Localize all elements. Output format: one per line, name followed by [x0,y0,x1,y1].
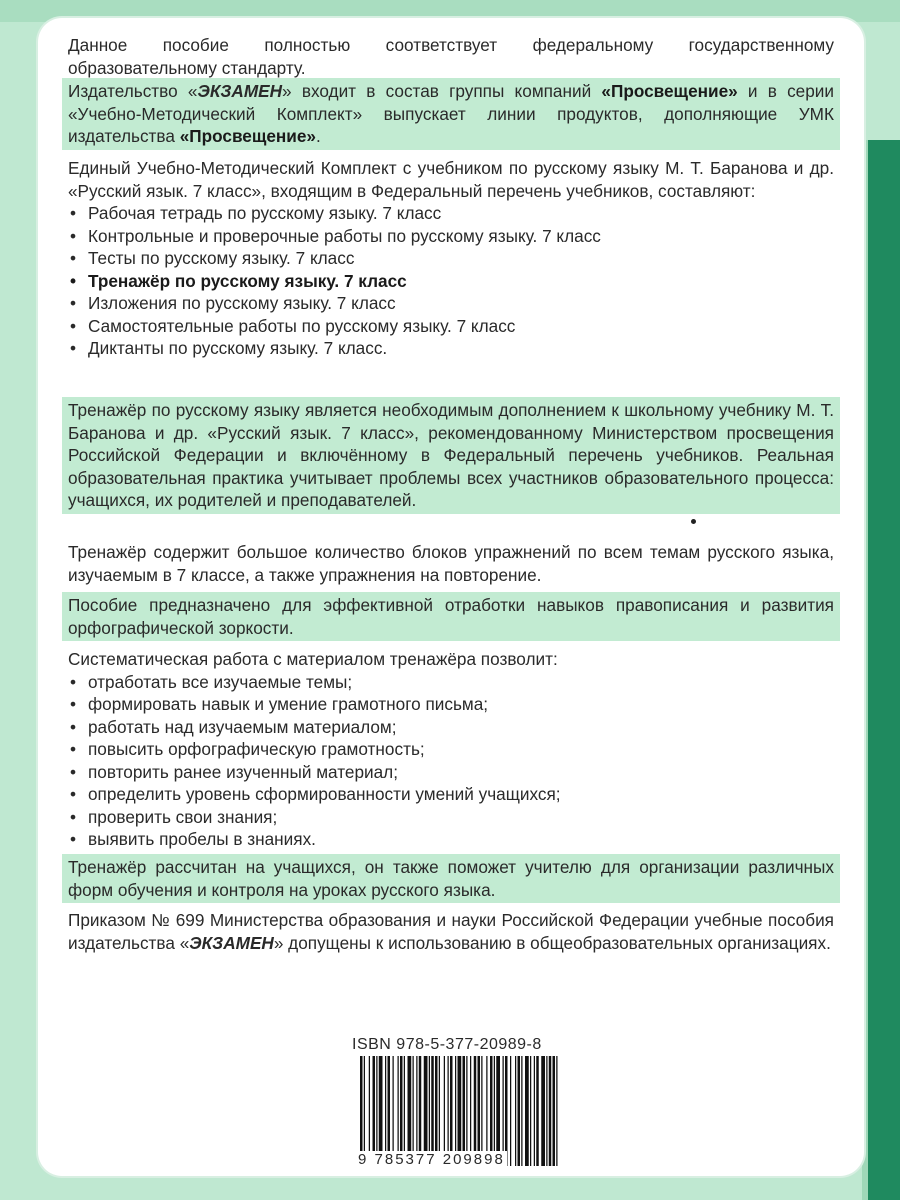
list-item: • Изложения по русскому языку. 7 класс [68,292,834,315]
barcode-bar [379,1056,383,1166]
intro-paragraph: Данное пособие полностью соответствует федеральному государственному образовательному стандарту. [68,35,834,78]
barcode-bar [369,1056,370,1166]
barcode-bar [429,1056,430,1166]
isbn-label: ISBN 978-5-377-20989-8 [352,1036,542,1053]
list-item: • проверить свои знания; [68,806,834,829]
barcode-bar [556,1056,557,1166]
barcode-bar [494,1056,495,1166]
barcode-bar [450,1056,453,1166]
barcode-bar [521,1056,522,1166]
benefits-section: Систематическая работа с материалом тренажёра позволит: • отработать все изучаемые темы; • формировать навык и умение грамотного письма; • работать над изучаемым материалом; • повысить орфографическую грамотность; • повторить ранее изученный материал; • определить уровень сформированности умений учащихся; • проверить свои знания; • выявить пробелы в знаниях. [68,648,834,851]
barcode-bar [486,1056,487,1166]
barcode-bar [388,1056,391,1166]
list-item: • Контрольные и проверочные работы по русскому языку. 7 класс [68,225,834,248]
barcode-bar [431,1056,434,1166]
barcode-bar [458,1056,462,1166]
barcode-bar [546,1056,547,1166]
umk-list [68,202,834,360]
barcode-bar [448,1056,449,1166]
barcode-bar [385,1056,386,1166]
barcode-digits: 9 785377 209898 [358,1151,505,1168]
barcode-bar [474,1056,477,1166]
list-item: • отработать все изучаемые темы; [68,671,834,694]
list-item: • Диктанты по русскому языку. 7 класс. [68,337,834,360]
barcode-bar [373,1056,376,1166]
barcode-bar [541,1056,545,1166]
list-item: • повысить орфографическую грамотность; [68,738,834,761]
order-paragraph: Приказом № 699 Министерства образования и науки Российской Федерации учебные пособия издательства «ЭКЗАМЕН» допущены к использованию в общеобразовательных организациях. [68,910,834,953]
brand-name: ЭКЗАМЕН [197,81,283,101]
contents-paragraph: Тренажёр содержит большое количество блоков упражнений по всем темам русского языка, изучаемым в 7 классе, а также упражнения на повторение. [68,542,834,585]
umk-section: Единый Учебно-Методический Комплект с учебником по русскому языку М. Т. Баранова и др. «Русский язык. 7 класс», входящим в Федеральный перечень учебников, составляют: • Рабочая тетрадь по русскому языку. 7 класс • Контрольные и проверочные работы по русскому языку. 7 класс • Тесты по русскому языку. 7 класс • Тренажёр по русскому языку. 7 класс • Изложения по русскому языку. 7 класс • Самостоятельные работы по русскому языку. 7 класс • Диктанты по русскому языку. 7 класс. [68,157,834,360]
barcode-bar [404,1056,405,1166]
barcode-bar [536,1056,539,1166]
barcode-bar [408,1056,412,1166]
list-item-current: • Тренажёр по русскому языку. 7 класс [68,270,834,293]
barcode-bar [470,1056,471,1166]
list-item: • формировать навык и умение грамотного письма; [68,693,834,716]
barcode-bar [478,1056,481,1166]
barcode-bar [530,1056,531,1166]
barcode-bar [463,1056,466,1166]
barcode-bar [455,1056,456,1166]
barcode-bar [435,1056,438,1166]
list-item: • определить уровень сформированности умений учащихся; [68,783,834,806]
barcode-bar [481,1056,482,1166]
barcode [360,1056,558,1166]
list-item: • Самостоятельные работы по русскому языку. 7 класс [68,315,834,338]
list-item: • Тесты по русскому языку. 7 класс [68,247,834,270]
barcode-bar [413,1056,414,1166]
audience-paragraph: Тренажёр рассчитан на учащихся, он также поможет учителю для организации различных форм обучения и контроля на уроках русского языка. [62,854,840,903]
publisher-paragraph: Издательство «ЭКЗАМЕН» входит в состав группы компаний «Просвещение» и в серии «Учебно-Методический Комплект» выпускает линии продуктов, дополняющие УМК издательства «Просвещение». [62,78,840,150]
barcode-bar [364,1056,365,1166]
barcode-bar [534,1056,535,1166]
barcode-bar [549,1056,552,1166]
group-name-2: «Просвещение» [179,126,316,146]
print-dot [691,519,696,524]
barcode-bar [376,1056,377,1166]
list-item: • выявить пробелы в знаниях. [68,828,834,851]
list-item: • повторить ранее изученный материал; [68,761,834,784]
barcode-bar [360,1056,363,1166]
barcode-bar [444,1056,445,1166]
barcode-bar [466,1056,467,1166]
barcode-bar [439,1056,440,1166]
list-item: • Рабочая тетрадь по русскому языку. 7 класс [68,202,834,225]
barcode-bar [510,1056,511,1166]
back-cover-panel [38,18,864,1176]
side-stripe [868,140,900,1200]
barcode-bar [525,1056,529,1166]
list-item: • работать над изучаемым материалом; [68,716,834,739]
purpose-paragraph: Пособие предназначено для эффективной отработки навыков правописания и развития орфографической зоркости. [62,592,840,641]
barcode-bar [505,1056,508,1166]
barcode-bar [490,1056,493,1166]
trainer-description: Тренажёр по русскому языку является необходимым дополнением к школьному учебнику М. Т. Баранова и др. «Русский язык. 7 класс», рекомендованному Министерством просвещения Российской Федерации и включённому в Федеральный перечень учебников. Реальная образовательная практика учитывает проблемы всех участников образовательного процесса: учащихся, их родителей и преподавателей. [62,397,840,514]
barcode-bar [515,1056,516,1166]
barcode-bar [518,1056,521,1166]
barcode-bar [424,1056,428,1166]
barcode-bar [503,1056,504,1166]
brand-name: ЭКЗАМЕН [189,932,274,953]
barcode-bar [416,1056,417,1166]
barcode-bar [398,1056,399,1166]
barcode-bar [419,1056,422,1166]
barcode-bar [553,1056,556,1166]
barcode-bar [496,1056,500,1166]
barcode-bar [393,1056,394,1166]
barcode-bar [400,1056,403,1166]
benefits-list [68,671,834,851]
group-name: «Просвещение» [601,81,738,101]
